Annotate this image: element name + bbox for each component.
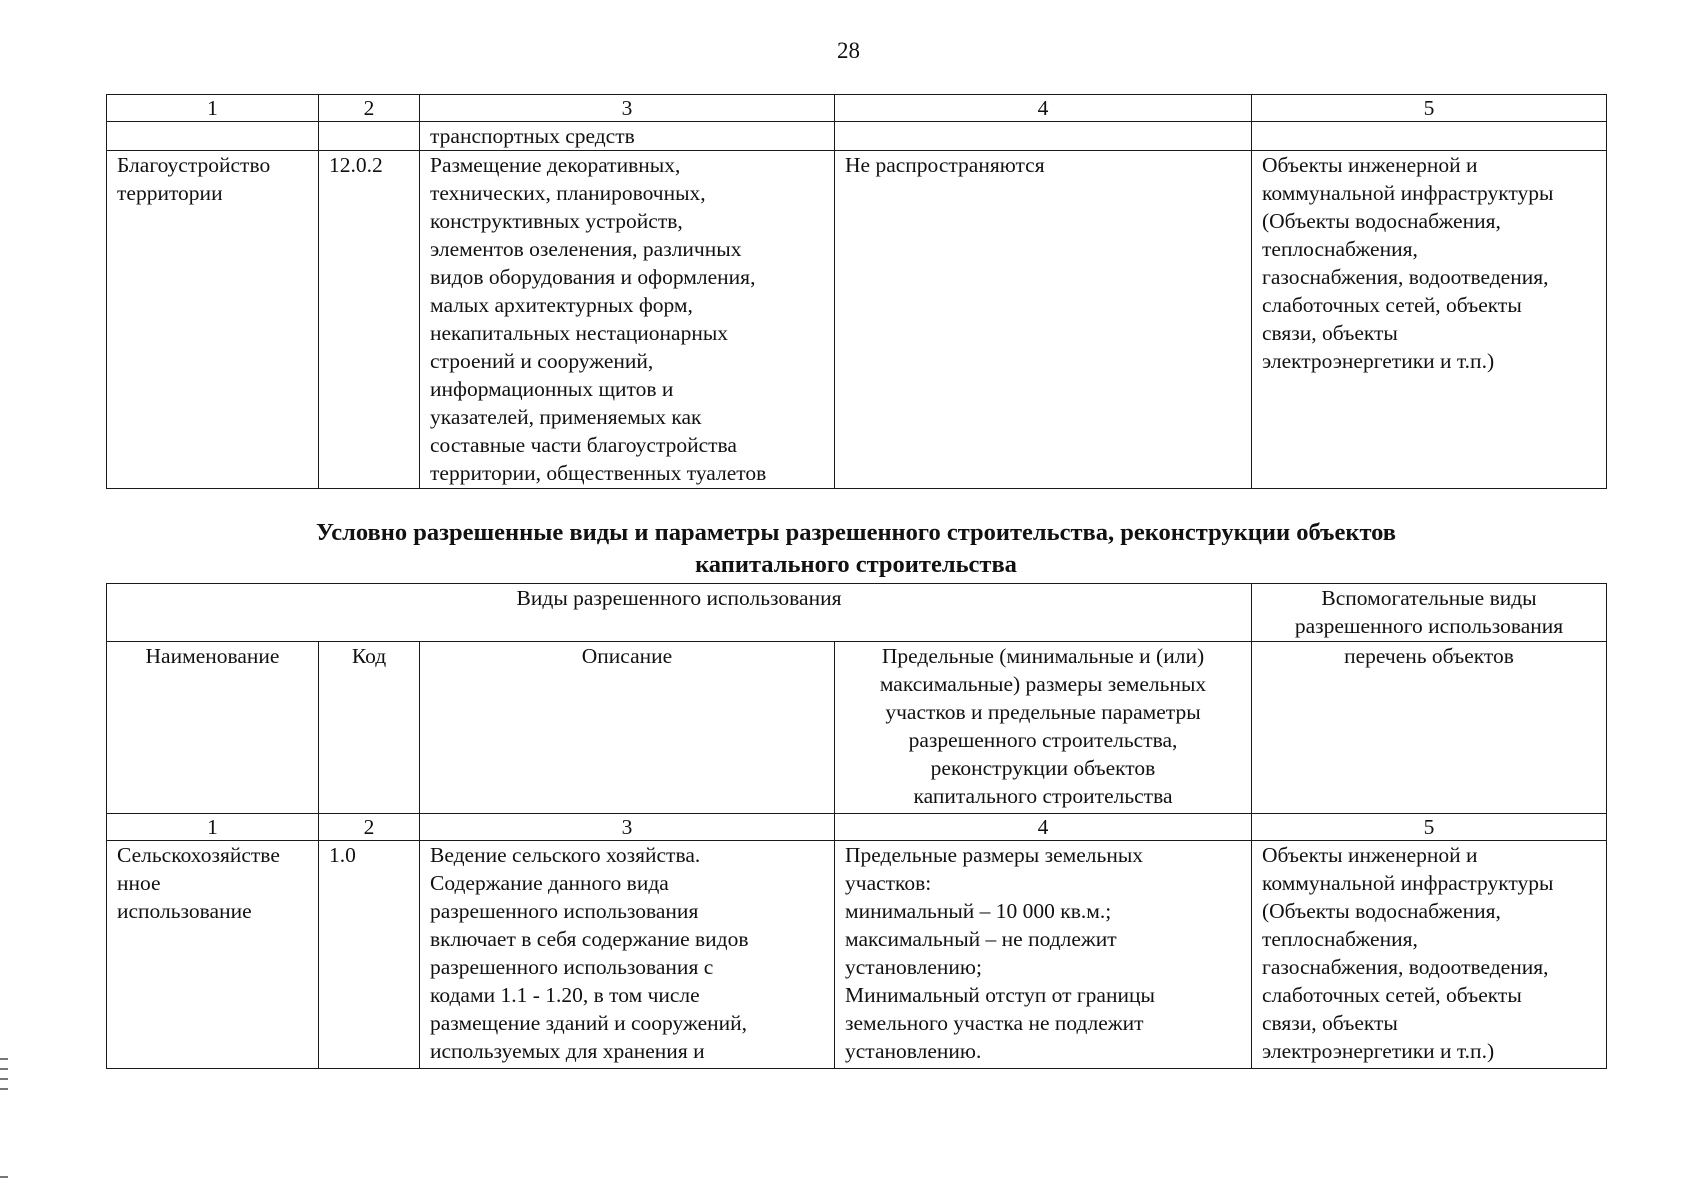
table-row <box>107 151 1607 489</box>
scan-edge-mark <box>0 1078 8 1080</box>
use-description-cell: Размещение декоративных, технических, планировочных, конструктивных устройств, элементов озеленения, различных видов оборудования и оформления, малых архитектурных форм, некапитальных нестационарных строений и сооружений, информационных щитов и указателей, применяемых как составные части благоустройства территории, общественных туалетов <box>420 151 835 489</box>
group-header-main: Виды разрешенного использования <box>107 584 1252 642</box>
conditional-uses-table <box>106 583 1607 1069</box>
column-number: 2 <box>319 814 420 841</box>
column-number: 5 <box>1252 814 1607 841</box>
column-header-parameters: Предельные (минимальные и (или) максимальные) размеры земельных участков и предельные параметры разрешенного строительства, реконструкции объектов капитального строительства <box>835 642 1252 814</box>
scan-edge-mark <box>0 1088 8 1090</box>
use-parameters-cell: Предельные размеры земельных участков: минимальный – 10 000 кв.м.; максимальный – не подлежит установлению; Минимальный отступ от границы земельного участка не подлежит установлению. <box>835 841 1252 1069</box>
continuation-cell: транспортных средств <box>420 122 835 151</box>
column-header-name: Наименование <box>107 642 319 814</box>
continuation-cell <box>1252 122 1607 151</box>
use-name-cell: Сельскохозяйстве нное использование <box>107 841 319 1069</box>
use-code-cell: 1.0 <box>319 841 420 1069</box>
continuation-row <box>107 122 1607 151</box>
group-header-aux: Вспомогательные виды разрешенного использования <box>1252 584 1607 642</box>
group-header-row <box>107 584 1607 642</box>
column-number: 3 <box>420 95 835 122</box>
page-number: 28 <box>837 38 860 63</box>
column-number: 1 <box>107 814 319 841</box>
auxiliary-uses-cell: Объекты инженерной и коммунальной инфраструктуры (Объекты водоснабжения, теплоснабжения, газоснабжения, водоотведения, слаботочных сетей, объекты связи, объекты электроэнергетики и т.п.) <box>1252 151 1607 489</box>
continuation-cell <box>835 122 1252 151</box>
table-row <box>107 841 1607 1069</box>
scan-edge-mark <box>0 1176 8 1178</box>
column-header-description: Описание <box>420 642 835 814</box>
column-header-code: Код <box>319 642 420 814</box>
use-name-cell: Благоустройство территории <box>107 151 319 489</box>
column-number: 3 <box>420 814 835 841</box>
column-header-row <box>107 642 1607 814</box>
continuation-cell <box>319 122 420 151</box>
scan-edge-mark <box>0 1068 8 1070</box>
use-description-cell: Ведение сельского хозяйства. Содержание данного вида разрешенного использования включает в себя содержание видов разрешенного использования с кодами 1.1 - 1.20, в том числе размещение зданий и сооружений, используемых для хранения и <box>420 841 835 1069</box>
column-number-row <box>107 95 1607 122</box>
use-code-cell: 12.0.2 <box>319 151 420 489</box>
column-number: 4 <box>835 95 1252 122</box>
column-number-row <box>107 814 1607 841</box>
section-title: Условно разрешенные виды и параметры разрешенного строительства, реконструкции объектов капитального строительства <box>315 519 1397 578</box>
column-number: 1 <box>107 95 319 122</box>
scan-edge-mark <box>0 1058 8 1060</box>
continuation-cell <box>107 122 319 151</box>
column-number: 2 <box>319 95 420 122</box>
auxiliary-uses-cell: Объекты инженерной и коммунальной инфраструктуры (Объекты водоснабжения, теплоснабжения, газоснабжения, водоотведения, слаботочных сетей, объекты связи, объекты электроэнергетики и т.п.) <box>1252 841 1607 1069</box>
permitted-uses-table-continued <box>106 94 1607 489</box>
column-number: 5 <box>1252 95 1607 122</box>
column-header-aux: перечень объектов <box>1252 642 1607 814</box>
use-parameters-cell: Не распространяются <box>835 151 1252 489</box>
column-number: 4 <box>835 814 1252 841</box>
